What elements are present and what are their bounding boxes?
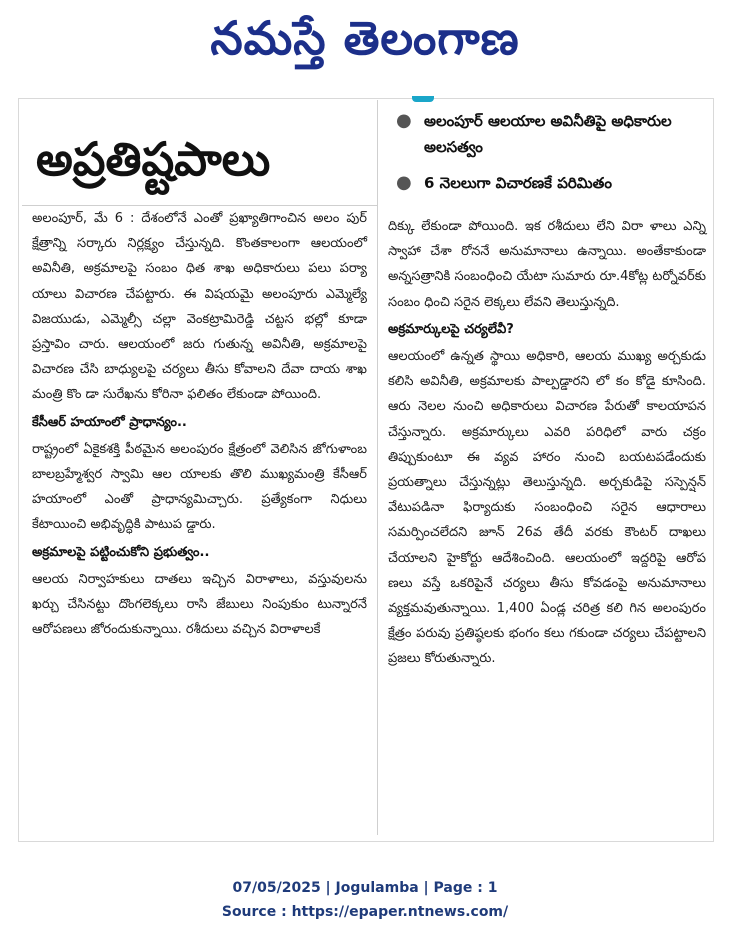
column-divider [377, 100, 378, 835]
article-headline: అప్రతిష్టపాలు [36, 132, 271, 186]
paragraph: అలంపూర్, మే 6 : దేశంలోనే ఎంతో ప్రఖ్యాతిగాంచిన అలం పుర్ క్షేత్రాన్ని సర్కారు నిర్లక్ష్యం చేస్తున్నది. కొంతకాలంగా ఆలయంలో అవినీతి, అక్రమాలపై సంబం ధిత శాఖ అధికారులు పలు పర్యా యాలు విచారణ చేపట్టారు. ఈ విషయమై అలంపూరు ఎమ్మెల్యే విజయుడు, ఎమ్మెల్సీ చల్లా వెంకట్రామిరెడ్డి చట్టస భల్లో కూడా ప్రస్తావిం చారు. ఆలయంలో జరు గుతున్న అవినీతి, అక్రమాలపై విచారణ చేసి బాధ్యులపై చర్యలు తీసు కోవాలని దేవా దాయ శాఖ మంత్రి కొం డా సురేఖను కోరినా ఫలితం లేకుండా పోయింది. [32, 211, 367, 403]
subheading: అక్రమార్కులపై చర్యలేవీ? [388, 321, 514, 337]
summary-bullet [394, 108, 709, 160]
summary-bullets [394, 108, 709, 196]
bullet-text: 6 నెలలుగా విచారణకే పరిమితం [424, 174, 612, 192]
paragraph: దిక్కు లేకుండా పోయింది. ఇక రశీదులు లేని విరా ళాలు ఎన్ని స్వాహా చేశా రోననే అనుమానాలు ఉన్నాయి. అంతేకాకుండా అన్నసత్రానికి సంబంధించి యేటా సుమారు రూ.4కోట్ల టర్నోవర్‌కు సంబం ధించి సరైన లెక్కలు లేవని తెలుస్తున్నది. [388, 219, 706, 310]
source-link[interactable]: Source : https://epaper.ntnews.com/ [221, 904, 509, 920]
article-column-right [388, 214, 706, 672]
edition-info: 07/05/2025 | Jogulamba | Page : 1 [232, 880, 498, 896]
page-footer [0, 876, 730, 924]
bullet-text: అలంపూర్ ఆలయాల అవినీతిపై అధికారుల అలసత్వం [424, 112, 672, 156]
paragraph: ఆలయంలో ఉన్నత స్థాయి అధికారి, ఆలయ ముఖ్య అర్చకుడు కలిసి అవినీతి, అక్రమాలకు పాల్పడ్డారని లో కం కోడై కూసింది. ఆరు నెలల నుంచి అధికారులు విచారణ పేరుతో కాలయాపన చేస్తున్నారు. అక్రమార్కులు ఎవరి పరిధిలో వారు చక్రం తిప్పుకుంటూ ఈ వ్యవ హారం నుంచి బయటపడేందుకు ప్రయత్నాలు చేస్తున్నట్లు తెలుస్తున్నది. అర్చకుడిపై సస్పెన్షన్ వేటుపడినా ఫిర్యాదుకు సంబంధించి సరైన ఆధారాలు సమర్పించలేదని జూన్ 26వ తేదీ వరకు కౌంటర్ దాఖలు చేయాలని హైకోర్టు ఆదేశించింది. ఆలయంలో ఇద్దరిపై ఆరోప ణలు వస్తే ఒకరిపైనే చర్యలు తీసు కోవడంపై అనుమానాలు వ్యక్తమవుతున్నాయి. 1,400 ఏండ్ల చరిత్ర కలి గిన అలంపురం క్షేత్రం పరువు ప్రతిష్ఠలకు భంగం కలు గకుండా చర్యలు చేపట్టాలని ప్రజలు కోరుతున్నారు. [388, 349, 706, 667]
newspaper-masthead: నమస్తే తెలంగాణ [210, 11, 520, 65]
bullet-dot-icon: ● [396, 172, 412, 193]
article-column-left [32, 206, 367, 642]
paragraph: రాష్ట్రంలో ఏకైకశక్తి పీఠమైన అలంపురం క్షేత్రంలో వెలిసిన జోగుళాంబ బాలబ్రహ్మేశ్వర స్వామి ఆల యాలకు తొలి ముఖ్యమంత్రి కేసీఆర్ హయాంలో ఎంతో ప్రాధాన్యమిచ్చారు. ప్రత్యేకంగా నిధులు కేటాయించి అభివృద్ధికి పాటుప డ్డారు. [32, 441, 367, 533]
bullet-dot-icon: ● [396, 110, 412, 131]
subheading: అక్రమాలపై పట్టించుకోని ప్రభుత్వం.. [32, 544, 210, 560]
summary-bullet [394, 170, 709, 196]
subheading: కేసీఆర్ హయాంలో ప్రాధాన్యం.. [32, 414, 187, 430]
paragraph: ఆలయ నిర్వాహకులు దాతలు ఇచ్చిన విరాళాలు, వస్తువులను ఖర్చు చేసినట్టు దొంగలెక్కలు రాసి జేబులు నింపుకుం టున్నారనే ఆరోపణలు జోరందుకున్నాయి. రశీదులు వచ్చిన విరాళాలకే [32, 571, 367, 638]
accent-mark [412, 96, 434, 102]
